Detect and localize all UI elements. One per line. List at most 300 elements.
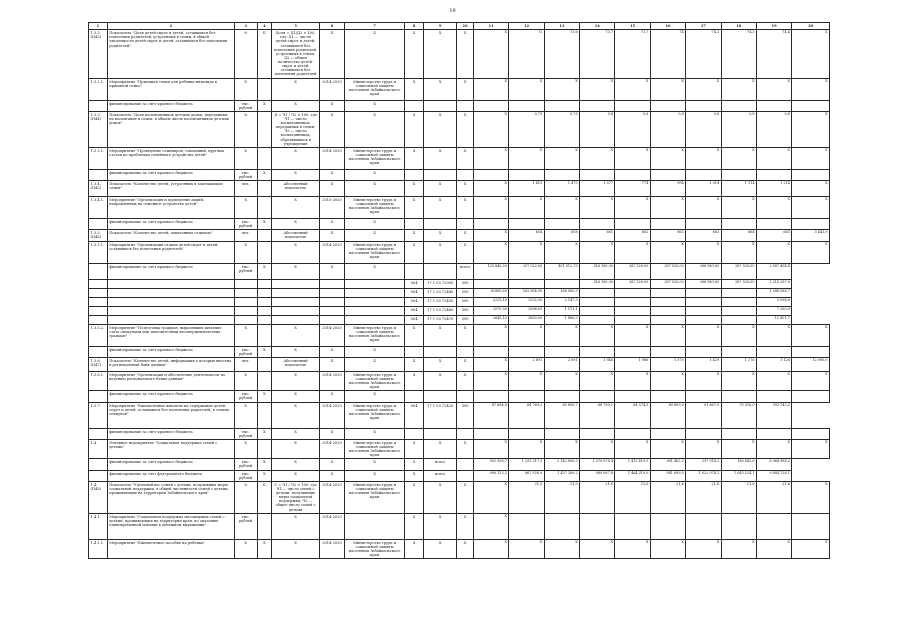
value-cell: 1 014 (686, 181, 721, 197)
value-cell: 286 980,00 (686, 279, 721, 288)
value-cell: 2 147,5 (544, 297, 579, 306)
value-cell (615, 219, 650, 230)
table-cell: X (272, 539, 320, 559)
table-cell: Доля = Д1/Д2 × 100, где: Д1 — число детей-сирот и детей, оставшихся без попечения родителей, устроенных в семьи; Д2 — общее количество детей-сирот и детей, оставшихся без попечения родителей (272, 30, 320, 78)
table-cell: 17 1 03 72000 (424, 279, 457, 288)
value-cell: X (580, 439, 615, 459)
value-cell: X (615, 78, 650, 100)
value-cell: X (615, 197, 650, 219)
value-cell: 287 520,00 (721, 263, 756, 279)
table-row (89, 263, 830, 279)
value-cell: X (721, 241, 756, 263)
table-cell: 590 (457, 288, 474, 297)
value-cell: X (509, 241, 544, 263)
table-cell: X (272, 100, 320, 111)
table-cell: 2014-2020 (320, 539, 345, 559)
column-number: 7 (344, 23, 404, 30)
table-cell: 004 (405, 288, 424, 297)
value-cell: X (721, 78, 756, 100)
value-cell: X (509, 147, 544, 169)
value-cell: 65 890,7 (544, 402, 579, 428)
value-cell (650, 346, 685, 357)
table-cell (457, 169, 474, 180)
table-cell: X (272, 459, 320, 470)
table-cell: X (405, 470, 424, 481)
value-cell: X (473, 357, 508, 371)
row-description: финансирование за счет краевого бюджета (107, 346, 234, 357)
table-cell: чел. (234, 357, 257, 371)
table-cell: X (405, 197, 424, 219)
table-cell: 17 1 03 72470 (424, 315, 457, 324)
value-cell: 188 060,3 (544, 288, 579, 297)
value-cell: X (721, 147, 756, 169)
value-cell: X (580, 78, 615, 100)
value-cell: 2570,90 (473, 306, 508, 315)
value-cell: 287 520,00 (615, 263, 650, 279)
table-cell: Министерство труда и социальной защиты населения Забайкальского края (344, 197, 404, 219)
table-cell: Министерство труда и социальной защиты населения Забайкальского края (344, 78, 404, 100)
value-cell: 2 142 806,3 (544, 459, 579, 470)
table-row (89, 346, 830, 357)
table-cell: Министерство труда и социальной защиты населения Забайкальского края (344, 147, 404, 169)
row-code: 1.3.2.1. (89, 78, 108, 100)
table-cell: X (320, 111, 345, 147)
row-description (107, 288, 234, 297)
value-cell: X (756, 324, 791, 346)
value-cell: 867 928,9 (509, 470, 544, 481)
value-cell: X (792, 30, 830, 78)
table-cell (257, 371, 272, 391)
value-cell: 12 090,0 (792, 357, 830, 371)
row-description (107, 306, 234, 315)
value-cell: X (615, 241, 650, 263)
table-row (89, 197, 830, 219)
table-cell (234, 306, 257, 315)
table-cell: X (457, 197, 474, 219)
table-cell: Абсолютный показатель (272, 357, 320, 371)
value-cell (686, 288, 721, 297)
value-cell: 2 691 (509, 357, 544, 371)
table-cell: 590 (457, 279, 474, 288)
row-description: Показатель "Количество детей, устроенных в замещающие семьи" (107, 181, 234, 197)
table-cell: X (272, 324, 320, 346)
row-code: 1.3.4.1. (89, 197, 108, 219)
value-cell: 2 691 (544, 357, 579, 371)
table-cell (257, 306, 272, 315)
table-cell: X (272, 470, 320, 481)
value-cell (792, 346, 830, 357)
row-description: Мероприятие "Приемная семья для ребенка-инвалида в приемной семье" (107, 78, 234, 100)
row-code (89, 100, 108, 111)
table-cell: X (257, 470, 272, 481)
table-row (89, 279, 830, 288)
table-cell: X (320, 263, 345, 279)
value-cell: 257 022,00 (509, 263, 544, 279)
value-cell (721, 306, 756, 315)
table-cell: Министерство труда и социальной защиты населения Забайкальского края (344, 481, 404, 513)
row-description: финансирование за счет федерального бюджета (107, 470, 234, 481)
row-description: Мероприятие "Ежемесячное пособие на ребенка" (107, 539, 234, 559)
table-cell: 2014-2020 (320, 513, 345, 539)
table-cell: 2014-2020 (320, 371, 345, 391)
value-cell (473, 428, 508, 439)
value-cell: 2 218 287,9 (756, 279, 791, 288)
table-cell: X (257, 459, 272, 470)
row-description: Мероприятие "Организация отдыха детей-сирот и детей, оставшихся без попечения родителей" (107, 241, 234, 263)
table-cell: X (320, 428, 345, 439)
table-cell: % (234, 481, 257, 513)
value-cell: X (650, 371, 685, 391)
value-cell: 1 413 410,5 (615, 459, 650, 470)
value-cell: 663 (650, 230, 685, 241)
value-cell: 1 276 (721, 357, 756, 371)
value-cell (580, 346, 615, 357)
table-cell: тыс. рублей (234, 459, 257, 470)
row-code: 1.3.3.1. (89, 147, 108, 169)
value-cell: X (650, 539, 685, 559)
row-code (89, 346, 108, 357)
column-number: 14 (580, 23, 615, 30)
table-cell: тыс. рублей (234, 391, 257, 402)
row-description: финансирование за счет краевого бюджета (107, 100, 234, 111)
table-cell (320, 288, 345, 297)
table-cell: чел. (234, 230, 257, 241)
column-number: 5 (272, 23, 320, 30)
row-description: Мероприятие "Проведение семинаров, совещаний, круглых столов по проблемам семейного устройства детей" (107, 147, 234, 169)
table-cell (457, 391, 474, 402)
table-cell: X (405, 324, 424, 346)
value-cell: X (792, 181, 830, 197)
row-code (89, 306, 108, 315)
value-cell: X (473, 324, 508, 346)
value-cell (721, 297, 756, 306)
table-cell: X (257, 346, 272, 357)
table-cell: X (424, 111, 457, 147)
value-cell: 1 126 (756, 357, 791, 371)
value-cell (509, 346, 544, 357)
row-description: Показатель "Количество детей, охваченных отдыхом" (107, 230, 234, 241)
table-cell: X (344, 30, 404, 78)
table-cell: 004 (405, 315, 424, 324)
value-cell (615, 391, 650, 402)
row-code: 1.3.6. (П47) (89, 357, 108, 371)
value-cell: 2 587 494,4 (756, 263, 791, 279)
value-cell (509, 219, 544, 230)
value-cell (792, 169, 830, 180)
table-cell: X (320, 391, 345, 402)
table-cell (457, 459, 474, 470)
value-cell: 665 (756, 230, 791, 241)
table-cell: 2015-2020 (320, 197, 345, 219)
table-cell: X (405, 371, 424, 391)
table-cell (272, 297, 320, 306)
value-cell (544, 428, 579, 439)
table-cell: X (272, 513, 320, 539)
value-cell: X (686, 241, 721, 263)
table-cell: X (405, 78, 424, 100)
table-row (89, 428, 830, 439)
value-cell: X (580, 147, 615, 169)
row-description: Мероприятие "Подготовка граждан, выразивших желание стать опекунами или попечителями несовершеннолетних граждан" (107, 324, 234, 346)
table-cell: Министерство труда и социальной защиты населения Забайкальского края (344, 539, 404, 559)
table-cell: X (320, 100, 345, 111)
table-row (89, 181, 830, 197)
value-cell: 287 520,00 (721, 279, 756, 288)
value-cell: 2532,30 (509, 297, 544, 306)
value-cell (721, 513, 756, 539)
table-cell (405, 219, 424, 230)
value-cell: 73,7 (615, 30, 650, 78)
value-cell: X (473, 78, 508, 100)
table-cell (257, 279, 272, 288)
value-cell: X (792, 539, 830, 559)
value-cell (721, 315, 756, 324)
value-cell: X (473, 147, 508, 169)
value-cell: 0,8 (721, 111, 756, 147)
value-cell: X (509, 324, 544, 346)
value-cell: X (544, 439, 579, 459)
table-cell: X (272, 346, 320, 357)
table-cell: X (344, 100, 404, 111)
table-cell: Б (257, 30, 272, 78)
table-cell: Министерство труда и социальной защиты населения Забайкальского края (344, 241, 404, 263)
value-cell (686, 391, 721, 402)
table-cell: X (424, 197, 457, 219)
table-cell: 004 (405, 306, 424, 315)
value-cell: 1 464 210,9 (615, 470, 650, 481)
table-cell (457, 100, 474, 111)
value-cell (721, 288, 756, 297)
value-cell: X (792, 371, 830, 391)
value-cell (615, 297, 650, 306)
row-description: Мероприятие "Ежемесячные выплаты на содержание детей-сирот и детей, оставшихся без попечения родителей, в семьях опекунов" (107, 402, 234, 428)
value-cell (686, 315, 721, 324)
table-cell: X (272, 169, 320, 180)
table-cell: 004 (405, 279, 424, 288)
table-cell: X (344, 181, 404, 197)
table-cell (457, 428, 474, 439)
value-cell: X (509, 439, 544, 459)
row-code (89, 315, 108, 324)
row-code: 1.3.7. (89, 402, 108, 428)
row-code: 1.3.3. (П44) (89, 111, 108, 147)
table-cell: тыс. рублей (234, 513, 257, 539)
table-cell: X (457, 371, 474, 391)
table-cell (257, 111, 272, 147)
row-code: 1.3.4. (П45) (89, 181, 108, 197)
table-cell: % (234, 111, 257, 147)
value-cell: 774 (615, 181, 650, 197)
row-description: Показатель "Доля детей-сирот и детей, оставшихся без попечения родителей, устроенных в семьи, в общей численности детей-сирот и детей, оставшихся без попечения родителей" (107, 30, 234, 78)
value-cell (615, 428, 650, 439)
value-cell: X (792, 111, 830, 147)
value-cell: X (686, 439, 721, 459)
value-cell: 0,8 (686, 111, 721, 147)
value-cell: 0,75 (544, 111, 579, 147)
table-row (89, 402, 830, 428)
value-cell: 1 946 (580, 357, 615, 371)
row-code (89, 297, 108, 306)
value-cell: 47 684,0 (473, 402, 508, 428)
value-cell: 21,6 (721, 481, 756, 513)
table-row (89, 391, 830, 402)
value-cell (509, 169, 544, 180)
column-number: 10 (457, 23, 474, 30)
table-cell: X (405, 230, 424, 241)
table-cell: X (457, 481, 474, 513)
table-row (89, 481, 830, 513)
value-cell (544, 513, 579, 539)
value-cell: 1 114 (721, 181, 756, 197)
value-cell: X (544, 539, 579, 559)
value-cell (580, 297, 615, 306)
value-cell: 0,75 (509, 111, 544, 147)
value-cell: 75 316,0 (721, 402, 756, 428)
value-cell: X (756, 371, 791, 391)
column-number: 1 (89, 23, 108, 30)
table-cell: X (320, 169, 345, 180)
value-cell: X (509, 539, 544, 559)
row-description (107, 279, 234, 288)
value-cell (580, 315, 615, 324)
table-cell: 2014-2020 (320, 147, 345, 169)
value-cell (650, 288, 685, 297)
value-cell: 654 (509, 230, 544, 241)
value-cell: X (580, 539, 615, 559)
table-cell (257, 357, 272, 371)
value-cell: X (544, 197, 579, 219)
table-cell: X (457, 324, 474, 346)
table-cell: тыс. рублей (234, 263, 257, 279)
table-cell (257, 513, 272, 539)
table-cell: X (405, 513, 424, 539)
value-cell: 73,7 (580, 30, 615, 78)
column-number: 6 (320, 23, 345, 30)
row-description: Показатель "Удельный вес семей с детьми, получивших меры социальной поддержки, в общей численности семей с детьми, проживающих на территории Забайкальского края" (107, 481, 234, 513)
value-cell (686, 428, 721, 439)
value-cell (721, 169, 756, 180)
table-cell: X (272, 147, 320, 169)
column-number: 13 (544, 23, 579, 30)
table-cell (424, 263, 457, 279)
value-cell: X (756, 197, 791, 219)
table-row (89, 539, 830, 559)
value-cell (580, 306, 615, 315)
value-cell: 180 842,6 (721, 459, 756, 470)
value-cell: 9 844 726,1 (756, 470, 791, 481)
row-code: 1.3.5.2. (89, 324, 108, 346)
table-row (89, 306, 830, 315)
value-cell: 316 180,30 (580, 263, 615, 279)
table-row (89, 297, 830, 306)
value-cell (544, 279, 579, 288)
row-description: финансирование за счет краевого бюджета (107, 391, 234, 402)
value-cell (756, 513, 791, 539)
table-cell: X (344, 459, 404, 470)
value-cell: 1 866,5 (544, 315, 579, 324)
value-cell: 74,4 (756, 30, 791, 78)
table-cell: 2014-2020 (320, 439, 345, 459)
table-cell (234, 279, 257, 288)
table-cell (257, 241, 272, 263)
table-cell (257, 324, 272, 346)
table-cell: тыс. рублей (234, 428, 257, 439)
value-cell (721, 346, 756, 357)
value-cell (650, 391, 685, 402)
table-cell: Министерство труда и социальной защиты населения Забайкальского края (344, 439, 404, 459)
column-number: 2 (107, 23, 234, 30)
table-cell: X (257, 428, 272, 439)
value-cell: 1 437 289,2 (544, 470, 579, 481)
table-cell: тыс. рублей (234, 100, 257, 111)
value-cell: X (509, 197, 544, 219)
program-table (88, 22, 830, 559)
table-cell (405, 346, 424, 357)
table-cell (272, 279, 320, 288)
table-cell (344, 306, 404, 315)
row-code (89, 459, 108, 470)
table-cell: X (272, 391, 320, 402)
table-cell (272, 315, 320, 324)
value-cell: 91 867,0 (686, 402, 721, 428)
value-cell (509, 100, 544, 111)
table-row (89, 439, 830, 459)
value-cell: 1 248 088,7 (756, 288, 791, 297)
table-cell: 17 1 03 72450 (424, 297, 457, 306)
value-cell (473, 169, 508, 180)
table-cell: X (344, 357, 404, 371)
table-cell: X (344, 111, 404, 147)
table-cell: X (405, 30, 424, 78)
value-cell: 994 (650, 181, 685, 197)
table-cell: X (405, 439, 424, 459)
table-cell: X (234, 324, 257, 346)
table-cell: тыс. рублей (234, 169, 257, 180)
value-cell: 401 512,70 (544, 263, 579, 279)
value-cell: X (650, 78, 685, 100)
table-row (89, 78, 830, 100)
value-cell (650, 219, 685, 230)
page-number: 19 (449, 8, 456, 14)
column-number: 4 (257, 23, 272, 30)
value-cell: X (792, 197, 830, 219)
value-cell (615, 169, 650, 180)
value-cell: 6 964 988,2 (756, 459, 791, 470)
value-cell: X (473, 513, 508, 539)
value-cell: 82965,60 (473, 288, 508, 297)
value-cell (650, 315, 685, 324)
value-cell: X (686, 197, 721, 219)
table-cell: X (457, 539, 474, 559)
table-cell: X (424, 241, 457, 263)
value-cell: X (473, 439, 508, 459)
value-cell: 237 914,2 (686, 459, 721, 470)
value-cell: 11 801,7 (756, 315, 791, 324)
row-description: финансирование за счет краевого бюджета (107, 219, 234, 230)
table-cell: X (272, 402, 320, 428)
table-cell (344, 297, 404, 306)
value-cell: X (686, 371, 721, 391)
value-cell (473, 391, 508, 402)
table-cell: 590 (457, 297, 474, 306)
table-cell: всего (424, 459, 457, 470)
column-number: 3 (234, 23, 257, 30)
table-cell: 004 (405, 297, 424, 306)
value-cell (756, 100, 791, 111)
value-cell: 1 470 (544, 181, 579, 197)
value-cell: X (721, 539, 756, 559)
table-cell (234, 288, 257, 297)
